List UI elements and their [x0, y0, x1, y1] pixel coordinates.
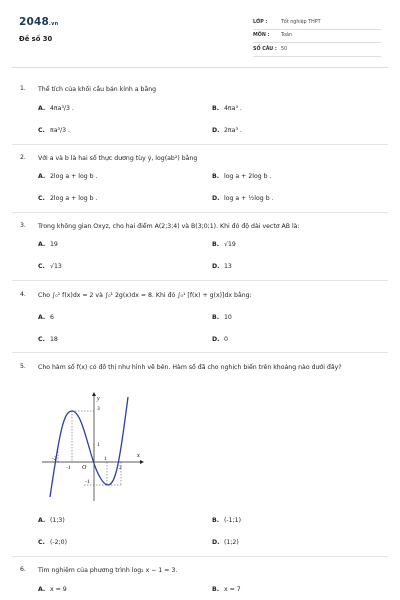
header-divider	[12, 67, 388, 68]
option-a[interactable]: A. 6	[38, 314, 54, 321]
option-text: (1;3)	[50, 517, 65, 524]
option-d[interactable]: D. 0	[212, 336, 228, 343]
function-graph	[36, 389, 148, 505]
option-text: log a + 2log b .	[224, 173, 272, 180]
option-a[interactable]: A. 4πa³/3 .	[38, 105, 74, 112]
option-a[interactable]: A. (1;3)	[38, 517, 65, 524]
question-number: 3.	[20, 222, 26, 229]
exam-header	[0, 0, 400, 68]
option-c[interactable]: C. 2log a + log b .	[38, 195, 98, 202]
meta-key: SỐ CÂU :	[253, 46, 277, 52]
exam-title: Đề số 30	[19, 35, 53, 43]
option-d[interactable]: D. log a + ½log b .	[212, 195, 274, 202]
option-text: 19	[50, 241, 58, 248]
meta-count-row	[253, 43, 381, 57]
question-text: Tìm nghiệm của phương trình log₂ x − 1 = 3.	[38, 567, 178, 574]
meta-value: Tốt nghiệp THPT	[281, 19, 321, 25]
option-text: (-2;0)	[50, 539, 68, 546]
site-logo[interactable]: 2048.vn	[19, 16, 59, 28]
question-text: Cho hàm số f(x) có đồ thị như hình vẽ bên. Hàm số đã cho nghịch biến trên khoảng nào dưới đây?	[38, 364, 342, 371]
meta-key: LỚP :	[253, 19, 268, 25]
option-c[interactable]: C. (-2;0)	[38, 539, 68, 546]
meta-subject-row	[253, 30, 381, 44]
option-a[interactable]: A. 19	[38, 241, 58, 248]
option-b[interactable]: B. 4πa³ .	[212, 105, 242, 112]
question-number: 1.	[20, 85, 26, 92]
y-axis-label: y	[97, 396, 100, 402]
question-divider	[12, 144, 388, 145]
option-b[interactable]: B. (-1;1)	[212, 517, 242, 524]
x-axis-arrow-icon	[140, 460, 144, 464]
question-divider	[12, 352, 388, 353]
question-divider	[12, 280, 388, 281]
question-text: Trong không gian Oxyz, cho hai điểm A(2;3;4) và B(3;0;1). Khi đó độ dài vectơ AB là:	[38, 223, 300, 230]
origin-label: O	[82, 465, 87, 471]
option-a[interactable]: A. 2log a + log b .	[38, 173, 98, 180]
option-text: 4πa³/3 .	[50, 105, 74, 112]
tick-label-y-3: 3	[97, 406, 100, 412]
option-text: (1;2)	[224, 539, 239, 546]
meta-value: 50	[281, 46, 288, 52]
tick-label-x-2: 2	[119, 465, 122, 471]
option-b[interactable]: B. 10	[212, 314, 232, 321]
question-text: Với a và b là hai số thực dương tùy ý, log(ab²) bằng	[38, 155, 198, 162]
option-text: √13	[50, 263, 62, 270]
question-number: 5.	[20, 363, 26, 370]
option-text: log a + ½log b .	[224, 195, 274, 202]
option-text: 10	[224, 314, 232, 321]
meta-class-row	[253, 16, 381, 30]
exam-meta	[253, 16, 381, 57]
option-b[interactable]: B. log a + 2log b .	[212, 173, 272, 180]
question-text: Thể tích của khối cầu bán kính a bằng	[38, 86, 157, 93]
option-text: 4πa³ .	[224, 105, 242, 112]
option-d[interactable]: D. 2πa³ .	[212, 127, 242, 134]
question-text: Cho ∫₀¹ f(x)dx = 2 và ∫₀¹ 2g(x)dx = 8. Khi đó ∫₀¹ [f(x) + g(x)]dx bằng:	[38, 292, 252, 299]
option-c[interactable]: C. √13	[38, 263, 62, 270]
option-text: 2log a + log b .	[50, 195, 98, 202]
question-number: 6.	[20, 566, 26, 573]
option-text: 18	[50, 336, 58, 343]
option-text: 6	[50, 314, 54, 321]
option-text: πa³/3 .	[50, 127, 70, 134]
option-a[interactable]: A. x = 9	[38, 586, 67, 593]
question-divider	[12, 212, 388, 213]
option-c[interactable]: C. 18	[38, 336, 58, 343]
tick-label-x-neg1: -1	[66, 465, 71, 471]
option-text: 2log a + log b .	[50, 173, 98, 180]
option-b[interactable]: B. x = 7	[212, 586, 241, 593]
y-axis-arrow-icon	[92, 392, 96, 396]
x-axis-label: x	[137, 453, 140, 459]
option-text: 2πa³ .	[224, 127, 242, 134]
meta-value: Toán	[281, 33, 293, 39]
option-b[interactable]: B. √19	[212, 241, 236, 248]
meta-key: MÔN :	[253, 33, 270, 39]
question-number: 4.	[20, 291, 26, 298]
tick-label-y-neg1: -1	[85, 479, 90, 485]
option-text: √19	[224, 241, 236, 248]
option-c[interactable]: C. πa³/3 .	[38, 127, 70, 134]
question-number: 2.	[20, 154, 26, 161]
option-d[interactable]: D. (1;2)	[212, 539, 239, 546]
option-text: 0	[224, 336, 228, 343]
option-text: (-1;1)	[224, 517, 242, 524]
tick-label-x-1: 1	[104, 456, 107, 462]
tick-label-y-1: 1	[97, 442, 100, 448]
tick-label-x-neg2: -2	[52, 456, 57, 462]
option-text: x = 7	[224, 586, 241, 593]
option-text: x = 9	[50, 586, 67, 593]
option-d[interactable]: D. 13	[212, 263, 232, 270]
question-divider	[12, 556, 388, 557]
option-text: 13	[224, 263, 232, 270]
